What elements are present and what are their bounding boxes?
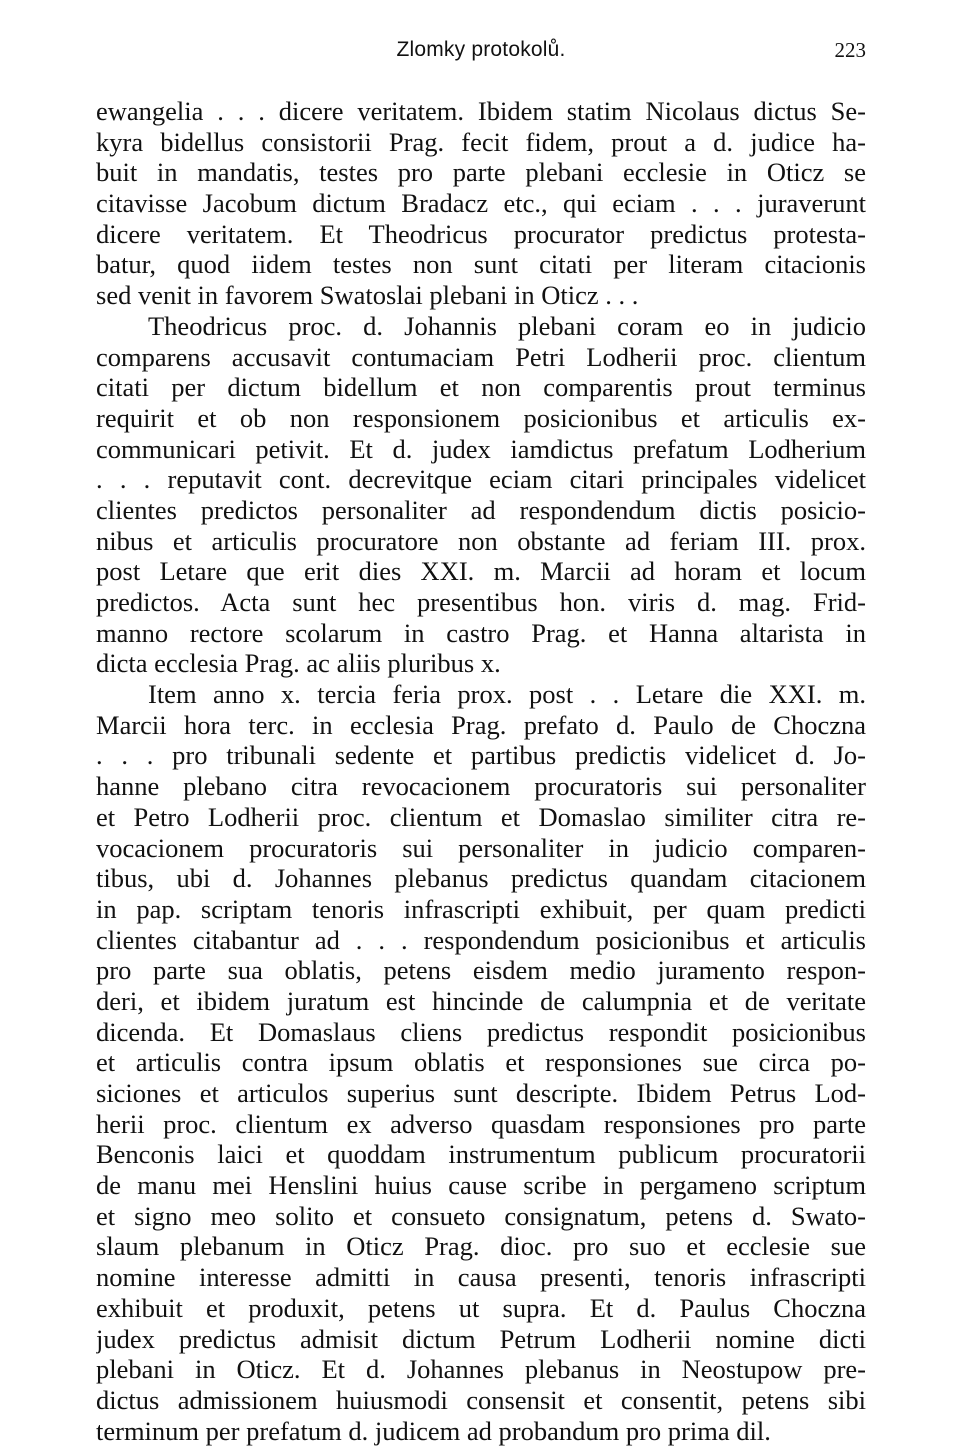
text-line: plebani in Oticz. Et d. Johannes plebanus in Neostupow pre-: [96, 1354, 866, 1385]
text-line: buit in mandatis, testes pro parte plebani ecclesie in Oticz se: [96, 157, 866, 188]
text-line: predictos. Acta sunt hec presentibus hon. viris d. mag. Frid-: [96, 587, 866, 617]
text-line: ewangelia . . . dicere veritatem. Ibidem statim Nicolaus dictus Se-: [96, 96, 866, 126]
text-line: Marcii hora terc. in ecclesia Prag. prefato d. Paulo de Choczna: [96, 709, 866, 740]
text-line: comparens accusavit contumaciam Petri Lodherii proc. clientum: [96, 341, 866, 372]
text-line: clientes predictos personaliter ad respondendum dictis posicio-: [96, 494, 866, 525]
text-line: batur, quod iidem testes non sunt citati per literam citacionis: [96, 249, 866, 280]
text-line: Theodricus proc. d. Johannis plebani coram eo in judicio: [148, 310, 866, 341]
text-line: in pap. scriptam tenoris infrascripti exhibuit, per quam predicti: [96, 893, 866, 924]
text-line: de manu mei Henslini huius cause scribe in pergameno scriptum: [96, 1170, 866, 1201]
text-line: et signo meo solito et consueto consignatum, petens d. Swato-: [96, 1200, 866, 1231]
page-number: 223: [834, 38, 866, 62]
text-line: communicari petivit. Et d. judex iamdictus prefatum Lodherium: [96, 433, 866, 464]
text-line: Benconis laici et quoddam instrumentum publicum procuratorii: [96, 1139, 866, 1170]
text-line: judex predictus admisit dictum Petrum Lodherii nomine dicti: [96, 1323, 866, 1354]
text-line: citati per dictum bidellum et non comparentis prout terminus: [96, 372, 866, 403]
text-body: [96, 96, 866, 1446]
text-line: deri, et ibidem juratum est hincinde de calumpnia et de veritate: [96, 985, 866, 1016]
text-line: hanne plebano citra revocacionem procuratoris sui personaliter: [96, 771, 866, 802]
text-line: manno rectore scolarum in castro Prag. et Hanna altarista in: [96, 617, 866, 648]
text-line: sed venit in favorem Swatoslai plebani in Oticz . . .: [96, 280, 639, 311]
running-head: [96, 38, 866, 68]
text-line: dicta ecclesia Prag. ac aliis pluribus x.: [96, 648, 501, 679]
text-line: pro parte sua oblatis, petens eisdem medio juramento respon-: [96, 955, 866, 986]
text-line: terminum per prefatum d. judicem ad probandum pro prima dil.: [96, 1415, 771, 1446]
text-line: Item anno x. tercia feria prox. post . . Letare die XXI. m.: [148, 679, 866, 710]
text-line: kyra bidellus consistorii Prag. fecit fidem, prout a d. judice ha-: [96, 126, 866, 157]
text-line: requirit et ob non responsionem posicionibus et articulis ex-: [96, 402, 866, 433]
text-line: . . . pro tribunali sedente et partibus predictis videlicet d. Jo-: [96, 740, 866, 771]
text-line: nomine interesse admitti in causa presenti, tenoris infrascripti: [96, 1262, 866, 1293]
text-line: nibus et articulis procuratore non obstante ad feriam III. prox.: [96, 525, 866, 556]
text-line: dictus admissionem huiusmodi consensit et consentit, petens sibi: [96, 1384, 866, 1415]
text-line: dicere veritatem. Et Theodricus procurator predictus protesta-: [96, 218, 866, 249]
text-line: . . . reputavit cont. decrevitque eciam citari principales videlicet: [96, 464, 866, 495]
text-line: citavisse Jacobum dictum Bradacz etc., qui eciam . . . juraverunt: [96, 188, 866, 219]
text-line: dicenda. Et Domaslaus cliens predictus respondit posicionibus: [96, 1016, 866, 1047]
text-line: herii proc. clientum ex adverso quasdam responsiones pro parte: [96, 1108, 866, 1139]
text-line: clientes citabantur ad . . . respondendum posicionibus et articulis: [96, 924, 866, 955]
text-line: exhibuit et produxit, petens ut supra. Et d. Paulus Choczna: [96, 1292, 866, 1323]
text-line: et Petro Lodherii proc. clientum et Domaslao similiter citra re-: [96, 801, 866, 832]
text-line: vocacionem procuratoris sui personaliter in judicio comparen-: [96, 832, 866, 863]
text-line: et articulis contra ipsum oblatis et responsiones sue circa po-: [96, 1047, 866, 1078]
text-line: siciones et articulos superius sunt descripte. Ibidem Petrus Lod-: [96, 1078, 866, 1108]
text-line: tibus, ubi d. Johannes plebanus predictus quandam citacionem: [96, 863, 866, 894]
text-line: post Letare que erit dies XXI. m. Marcii ad horam et locum: [96, 556, 866, 587]
page-title: Zlomky protokolů.: [396, 38, 566, 61]
text-line: slaum plebanum in Oticz Prag. dioc. pro suo et ecclesie sue: [96, 1231, 866, 1262]
